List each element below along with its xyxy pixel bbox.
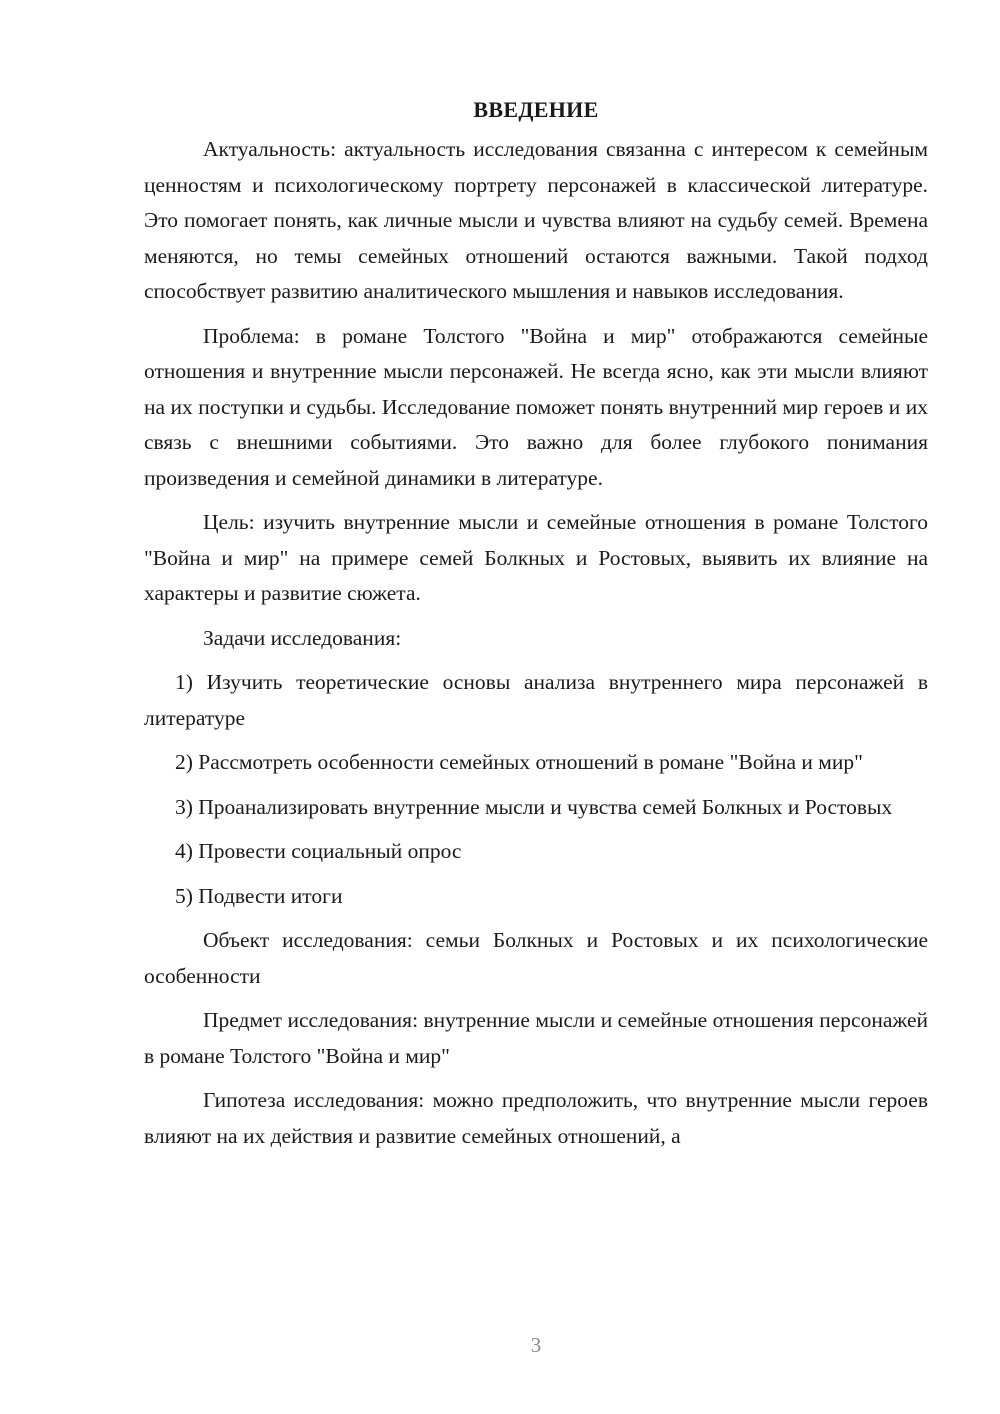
subject-paragraph: Предмет исследования: внутренние мысли и семейные отношения персонажей в романе Толстого "Война и мир" (144, 1008, 928, 1068)
problem-paragraph: Проблема: в романе Толстого "Война и мир" отображаются семейные отношения и внутренние мысли персонажей. Не всегда ясно, как эти мысли влияют на их поступки и судьбы. Исследование поможет понять внутренний мир героев и их связь с внешними событиями. Это важно для более глубокого понимания произведения и семейной динамики в литературе. (144, 323, 928, 490)
page-number: 3 (530, 1333, 542, 1357)
tasks-heading: Задачи исследования: (203, 625, 402, 650)
section-heading: ВВЕДЕНИЕ (473, 97, 599, 122)
task-item-2: 2) Рассмотреть особенности семейных отношений в романе "Война и мир" (175, 750, 863, 774)
hypothesis-paragraph: Гипотеза исследования: можно предположить, что внутренние мысли героев влияют на их действия и развитие семейных отношений, а (144, 1088, 928, 1148)
relevance-paragraph: Актуальность: актуальность исследования связанна с интересом к семейным ценностям и психологическому портрету персонажей в классической литературе. Это помогает понять, как личные мысли и чувства влияют на судьбу семей. Времена меняются, но темы семейных отношений остаются важными. Такой подход способствует развитию аналитического мышления и навыков исследования. (144, 137, 928, 303)
task-item-1: 1) Изучить теоретические основы анализа внутреннего мира персонажей в литературе (144, 670, 928, 730)
task-item-4: 4) Провести социальный опрос (175, 839, 462, 863)
task-item-5: 5) Подвести итоги (175, 883, 343, 908)
task-item-3: 3) Проанализировать внутренние мысли и чувства семей Болкных и Ростовых (175, 794, 893, 819)
object-paragraph: Объект исследования: семьи Болкных и Ростовых и их психологические особенности (144, 928, 928, 988)
goal-paragraph: Цель: изучить внутренние мысли и семейные отношения в романе Толстого "Война и мир" на примере семей Болкных и Ростовых, выявить их влияние на характеры и развитие сюжета. (144, 510, 928, 605)
document-page (144, 92, 928, 1163)
